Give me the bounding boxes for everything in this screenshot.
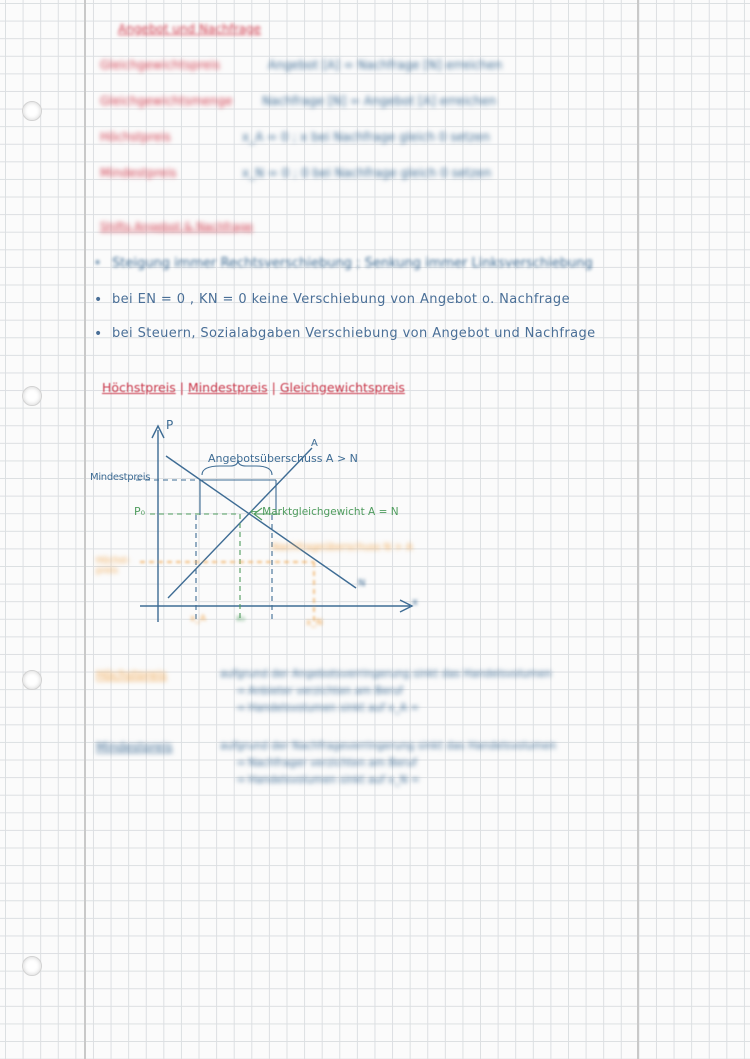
row-term-2: Gleichgewichtsmenge xyxy=(100,94,233,108)
shifts-heading: Shifts Angebot & Nachfrage xyxy=(100,220,253,233)
demand-curve xyxy=(166,456,356,588)
explanation-2-line-3: ⇒ Handelsvolumen sinkt auf x_N = xyxy=(236,774,420,786)
angebotsueberschuss-label: Angebotsüberschuss A > N xyxy=(208,452,358,465)
nachfrageueberschuss-label: Nachfrageüberschuss N > A xyxy=(272,542,413,553)
marktgleichgewicht-label: ← Marktgleichgewicht A = N xyxy=(250,506,399,518)
heading-separator-1: | xyxy=(179,380,184,395)
explanation-1-line-2: ⇒ Anbieter verzichten am Beruf xyxy=(236,685,403,697)
hoechstpreis-label: Höchst- preis xyxy=(96,556,131,576)
x-tick-xn: x_N xyxy=(306,618,323,628)
bullet-mark-1: • xyxy=(94,256,102,270)
row-term-1: Gleichgewichtspreis xyxy=(100,58,221,72)
explanation-term-1: Höchstpreis xyxy=(96,668,167,682)
bullet-text-3: bei Steuern, Sozialabgaben Verschiebung von Angebot und Nachfrage xyxy=(112,326,596,341)
x-axis-label: x xyxy=(412,597,418,608)
bullet-mark-3: • xyxy=(94,326,103,342)
row-definition-4: x_N = 0 ; 0 bei Nachfrage gleich 0 setzen xyxy=(242,166,492,180)
explanation-term-2: Mindestpreis xyxy=(96,740,173,754)
mindestpreis-label: Mindestpreis xyxy=(90,472,151,483)
heading-hoechstpreis: Höchstpreis xyxy=(102,380,176,395)
explanation-1-line-3: ⇒ Handelsvolumen sinkt auf x_A = xyxy=(236,702,420,714)
y-axis-label: P xyxy=(166,418,174,432)
bullet-text-1: Steigung immer Rechtsverschiebung ; Senkung immer Linksverschiebung xyxy=(112,256,593,271)
heading-mindestpreis: Mindestpreis xyxy=(187,380,268,395)
heading-gleichgewichtspreis: Gleichgewichtspreis xyxy=(279,380,405,395)
section-heading: Angebot und Nachfrage xyxy=(118,22,261,36)
demand-curve-label: N xyxy=(358,578,366,589)
bullet-mark-2: • xyxy=(94,292,103,308)
p0-label: P₀ xyxy=(134,505,146,518)
row-term-4: Mindestpreis xyxy=(100,166,177,180)
bullet-text-2: bei EN = 0 , KN = 0 keine Verschiebung von Angebot o. Nachfrage xyxy=(112,292,570,307)
row-term-3: Höchstpreis xyxy=(100,130,171,144)
explanation-2-line-1: aufgrund der Nachfrageverringerung sinkt das Handelsvolumen xyxy=(220,740,557,752)
row-definition-2: Nachfrage [N] = Angebot [A] erreichen xyxy=(262,94,497,108)
x-tick-x0: x₀ xyxy=(236,614,245,624)
supply-curve-label: A xyxy=(311,438,318,449)
explanation-1-line-1: aufgrund der Angebotsverringerung sinkt das Handelsvolumen xyxy=(220,668,552,680)
heading-separator-2: | xyxy=(271,380,276,395)
row-definition-3: x_A = 0 ; x bei Nachfrage gleich 0 setzen xyxy=(242,130,490,144)
row-definition-1: Angebot [A] = Nachfrage [N] erreichen xyxy=(268,58,503,72)
x-tick-xa: x_A xyxy=(190,614,206,624)
explanation-2-line-2: ⇒ Nachfrager verzichten am Beruf xyxy=(236,757,417,769)
